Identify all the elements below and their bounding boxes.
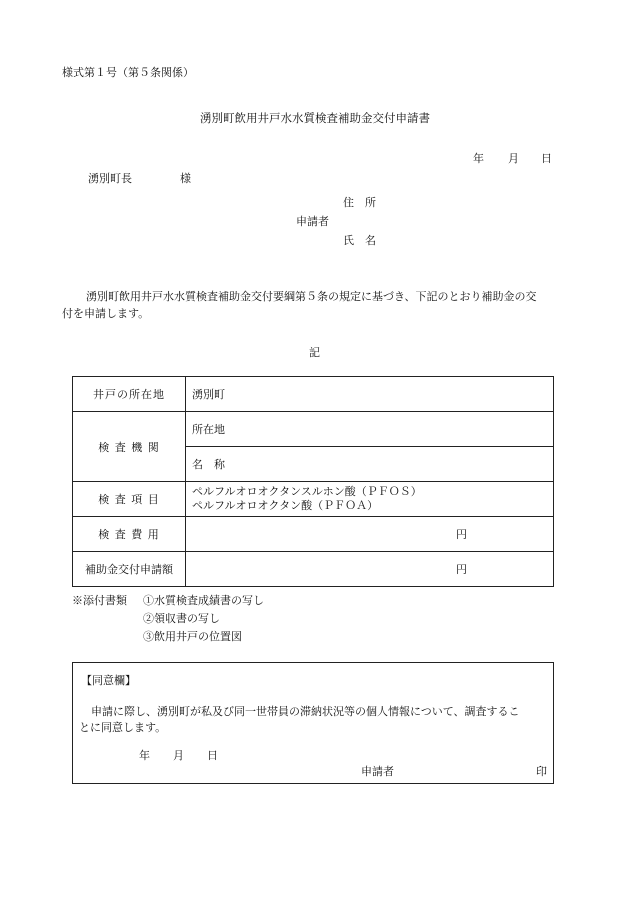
ki-label: 記: [309, 346, 320, 359]
org-address-label: 所在地: [186, 412, 554, 447]
table-row: [73, 482, 554, 517]
subsidy-unit: 円: [456, 563, 467, 576]
cost-value: [186, 517, 554, 552]
inspection-org-label: 検 査 機 関: [73, 412, 186, 482]
table-row: [73, 412, 554, 447]
addressee-name: 湧別町長: [88, 172, 132, 185]
consent-year: 年: [139, 749, 150, 762]
attachment-item: ②領収書の写し: [143, 612, 220, 625]
cost-label: 検 査 費 用: [73, 517, 186, 552]
applicant-name-label: 氏 名: [343, 234, 376, 247]
document-title: 湧別町飲用井戸水水質検査補助金交付申請書: [200, 111, 430, 125]
inspection-item-pfoa: ペルフルオロオクタン酸（ＰＦＯＡ）: [192, 499, 379, 512]
applicant-label: 申請者: [296, 215, 329, 228]
table-row: [73, 552, 554, 587]
well-location-label: 井戸の所在地: [73, 377, 186, 412]
consent-day: 日: [207, 749, 218, 762]
attachments-label: ※添付書類: [72, 594, 127, 607]
consent-heading: 【同意欄】: [81, 674, 136, 687]
inspection-items-value: [186, 482, 554, 517]
consent-applicant-label: 申請者: [361, 765, 394, 778]
well-location-value: 湧別町: [186, 377, 554, 412]
date-month: 月: [508, 152, 519, 165]
date-year: 年: [473, 152, 484, 165]
application-table: [72, 376, 554, 587]
consent-month: 月: [173, 749, 184, 762]
table-row: [73, 377, 554, 412]
seal-mark: 印: [536, 765, 547, 778]
applicant-address-label: 住 所: [343, 196, 376, 209]
consent-text-line2: とに同意します。: [79, 721, 167, 734]
attachment-item: ①水質検査成績書の写し: [143, 594, 264, 607]
inspection-items-label: 検 査 項 目: [73, 482, 186, 517]
date-day: 日: [541, 152, 552, 165]
table-row: [73, 517, 554, 552]
body-text-line2: 付を申請します。: [62, 307, 150, 320]
attachment-item: ③飲用井戸の位置図: [143, 630, 242, 643]
cost-unit: 円: [456, 528, 467, 541]
inspection-item-pfos: ペルフルオロオクタンスルホン酸（ＰＦＯＳ）: [192, 485, 422, 498]
consent-box: [72, 662, 554, 784]
form-number: 様式第１号（第５条関係）: [62, 66, 194, 79]
consent-text-line1: 申請に際し、湧別町が私及び同一世帯員の滞納状況等の個人情報について、調査するこ: [91, 705, 520, 718]
org-name-label: 名 称: [186, 447, 554, 482]
subsidy-label: 補助金交付申請額: [73, 552, 186, 587]
body-text-line1: 湧別町飲用井戸水水質検査補助金交付要綱第５条の規定に基づき、下記のとおり補助金の交: [86, 290, 537, 303]
subsidy-value: [186, 552, 554, 587]
addressee-honorific: 様: [180, 172, 191, 185]
